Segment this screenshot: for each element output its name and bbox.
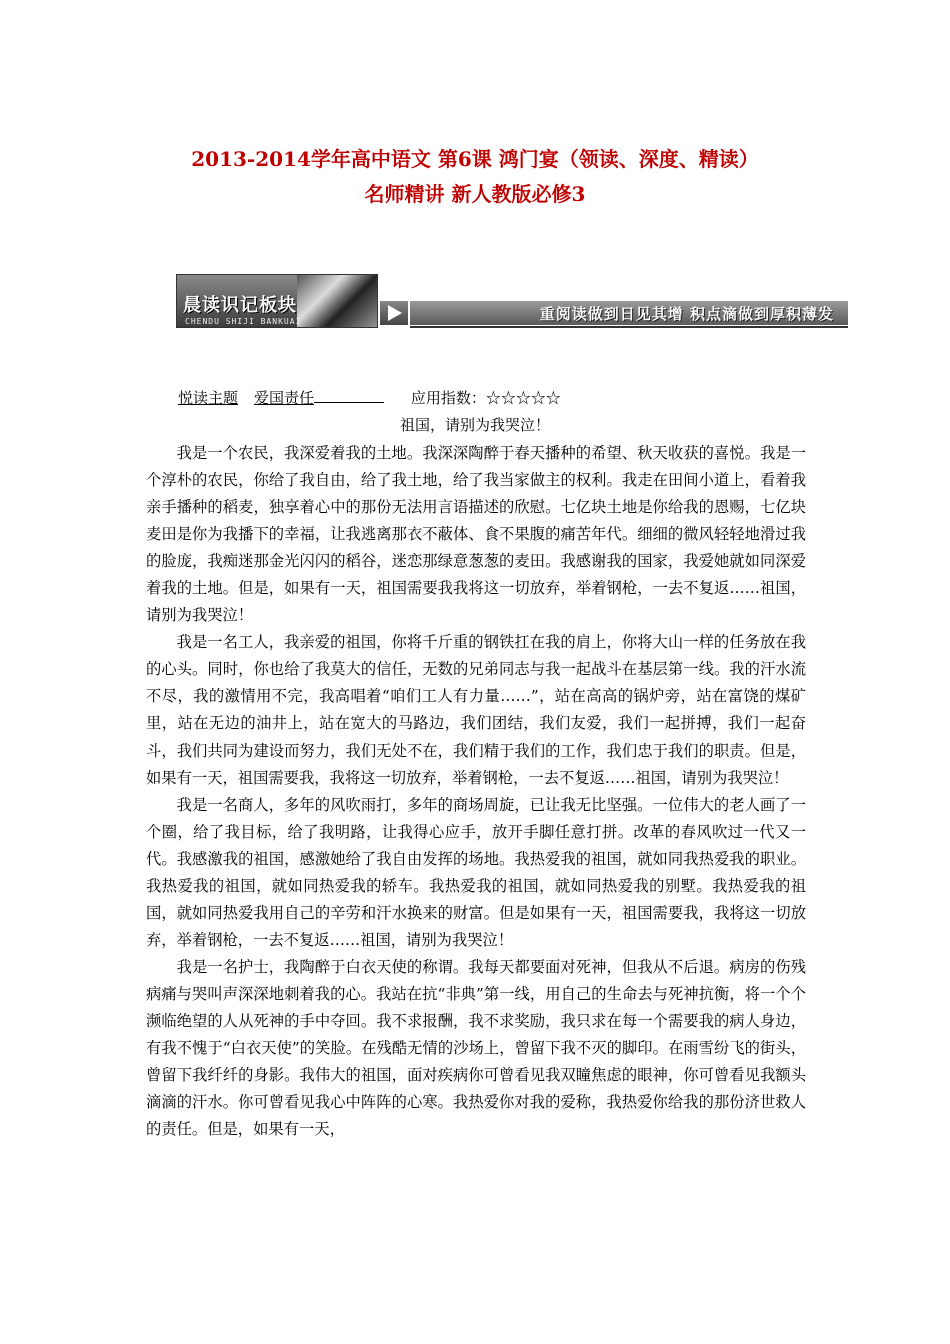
banner-slogan: 重阅读做到日见其增 积点滴做到厚积薄发 xyxy=(539,305,834,323)
paragraph: 我是一名工人，我亲爱的祖国，你将千斤重的钢铁扛在我的肩上，你将大山一样的任务放在我的心头。同时，你也给了我莫大的信任，无数的兄弟同志与我一起战斗在基层第一线。我的汗水流不尽，我的激情用不完，我高唱着“咱们工人有力量……”，站在高高的锅炉旁，站在富饶的煤矿里，站在无边的油井上，站在宽大的马路边，我们团结，我们友爱，我们一起拼搏，我们一起奋斗，我们共同为建设而努力，我们无处不在，我们精于我们的工作，我们忠于我们的职责。但是，如果有一天，祖国需要我，我将这一切放弃，举着钢枪，一去不复返……祖国，请别为我哭泣！ xyxy=(146,633,806,787)
topic-value: 爱国责任 xyxy=(254,389,315,407)
banner-label-block xyxy=(176,274,378,328)
poem-title: 祖国，请别为我哭泣！ xyxy=(399,416,550,434)
document-title-line2: 名师精讲 新人教版必修3 xyxy=(364,182,586,206)
banner-arrow xyxy=(380,301,408,325)
section-banner xyxy=(176,274,848,328)
banner-subtitle: CHENDU SHIJI BANKUAI xyxy=(185,317,302,326)
paragraph: 我是一个农民，我深爱着我的土地。我深深陶醉于春天播种的希望、秋天收获的喜悦。我是一个淳朴的农民，你给了我自由，给了我土地，给了我当家做主的权利。我走在田间小道上，看着我亲手播种的稻麦，独享着心中的那份无法用言语描述的欣慰。七亿块土地是你给我的恩赐，七亿块麦田是你为我播下的幸福，让我逃离那衣不蔽体、食不果腹的痛苦年代。细细的微风轻轻地滑过我的脸庞，我痴迷那金光闪闪的稻谷，迷恋那绿意葱葱的麦田。我感谢我的国家，我爱她就如同深爱着我的土地。但是，如果有一天，祖国需要我我将这一切放弃，举着钢枪，一去不复返……祖国，请别为我哭泣！ xyxy=(146,444,806,625)
index-label: 应用指数： xyxy=(410,389,486,407)
reading-meta xyxy=(178,387,561,409)
document-title-line1: 2013-2014学年高中语文 第6课 鸿门宴（领读、深度、精读） xyxy=(191,147,759,171)
paragraph: 我是一名商人，多年的风吹雨打，多年的商场周旋，已让我无比坚强。一位伟大的老人画了一个圈，给了我目标，给了我明路，让我得心应手，放开手脚任意打拼。改革的春风吹过一代又一代。我感激我的祖国，感激她给了我自由发挥的场地。我热爱我的祖国，就如同我热爱我的职业。我热爱我的祖国，就如同热爱我的轿车。我热爱我的祖国，就如同热爱我的别墅。我热爱我的祖国，就如同热爱我用自己的辛劳和汗水换来的财富。但是如果有一天，祖国需要我，我将这一切放弃，举着钢枪，一去不复返……祖国，请别为我哭泣！ xyxy=(146,795,806,949)
underline-spacer xyxy=(314,388,384,403)
index-stars: ☆☆☆☆☆ xyxy=(485,389,561,407)
topic-label: 悦读主题 xyxy=(178,389,239,407)
banner-title: 晨读识记板块 xyxy=(183,295,297,316)
play-arrow-icon xyxy=(388,305,402,321)
article-body xyxy=(146,440,806,1143)
paragraph: 我是一名护士，我陶醉于白衣天使的称谓。我每天都要面对死神，但我从不后退。病房的伤残病痛与哭叫声深深地刺着我的心。我站在抗“非典”第一线，用自己的生命去与死神抗衡，将一个个濒临绝望的人从死神的手中夺回。我不求报酬，我不求奖励，我只求在每一个需要我的病人身边，有我不愧于“白衣天使”的笑脸。在残酷无情的沙场上，曾留下我不灭的脚印。在雨雪纷飞的街头，曾留下我纤纤的身影。我伟大的祖国，面对疾病你可曾看见我双瞳焦虑的眼神，你可曾看见我额头滴滴的汗水。你可曾看见我心中阵阵的心寒。我热爱你对我的爱称，我热爱你给我的那份济世救人的责任。但是，如果有一天， xyxy=(146,957,806,1139)
banner-photo xyxy=(297,275,377,328)
banner-divider xyxy=(410,326,848,328)
